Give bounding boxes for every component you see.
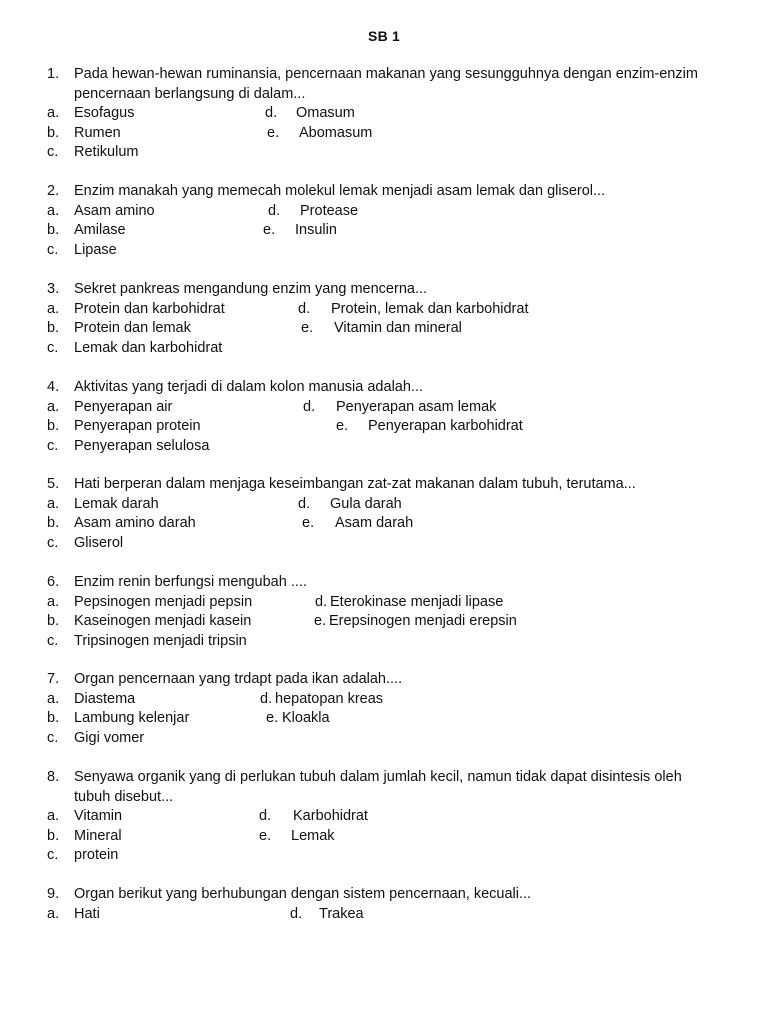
option-letter-c: c.: [47, 534, 59, 551]
option-letter-b: b.: [47, 124, 60, 141]
option-letter-c: c.: [47, 241, 59, 258]
question-text: Pada hewan-hewan ruminansia, pencernaan makanan yang sesungguhnya dengan enzim-enzim: [74, 66, 698, 82]
option-letter-b: b.: [47, 320, 60, 337]
option-a: Esofagus: [74, 105, 135, 122]
option-a: Lemak darah: [74, 495, 159, 512]
option-letter-a: a.: [47, 905, 60, 922]
option-e: Penyerapan karbohidrat: [368, 418, 523, 435]
question-1: [47, 65, 737, 163]
question-number: 8.: [47, 769, 60, 785]
question-number: 7.: [47, 671, 60, 687]
option-letter-c: c.: [47, 144, 59, 161]
option-d: hepatopan kreas: [275, 690, 384, 707]
question-text: Enzim renin berfungsi mengubah ....: [74, 574, 307, 590]
option-a: Asam amino: [74, 202, 155, 219]
option-letter-e: e.: [259, 827, 272, 844]
option-e: Asam darah: [335, 515, 414, 532]
option-letter-b: b.: [47, 710, 60, 727]
question-text: Sekret pankreas mengandung enzim yang mencerna...: [74, 281, 428, 297]
option-letter-d: d.: [315, 593, 328, 610]
option-a: Penyerapan air: [74, 398, 173, 415]
option-letter-e: e.: [267, 124, 280, 141]
option-letter-e: e.: [302, 515, 315, 532]
question-7: [47, 670, 737, 748]
question-text: Aktivitas yang terjadi di dalam kolon manusia adalah...: [74, 379, 423, 395]
option-c: Gliserol: [74, 534, 124, 551]
question-2: [47, 182, 737, 260]
option-d: Gula darah: [330, 495, 402, 512]
option-letter-e: e.: [266, 710, 279, 727]
option-letter-d: d.: [260, 690, 273, 707]
question-8: [47, 768, 737, 866]
question-text-continued: tubuh disebut...: [74, 788, 174, 805]
option-letter-b: b.: [47, 827, 60, 844]
option-c: Retikulum: [74, 144, 139, 161]
question-text: Organ pencernaan yang trdapt pada ikan adalah....: [74, 671, 403, 687]
option-letter-d: d.: [268, 202, 281, 219]
question-number: 6.: [47, 574, 60, 590]
option-a: Hati: [74, 905, 100, 922]
option-d: Penyerapan asam lemak: [336, 398, 497, 415]
question-text-continued: pencernaan berlangsung di dalam...: [74, 85, 306, 102]
option-letter-a: a.: [47, 808, 60, 825]
option-c: Lemak dan karbohidrat: [74, 339, 223, 356]
option-d: Omasum: [296, 105, 355, 122]
question-number: 5.: [47, 476, 60, 492]
option-letter-e: e.: [301, 320, 314, 337]
option-letter-d: d.: [298, 300, 311, 317]
option-letter-d: d.: [303, 398, 316, 415]
option-b: Penyerapan protein: [74, 418, 201, 435]
option-e: Insulin: [295, 222, 337, 239]
option-letter-e: e.: [263, 222, 276, 239]
option-letter-b: b.: [47, 222, 60, 239]
page-title: SB 1: [368, 28, 400, 44]
question-number: 3.: [47, 281, 60, 297]
option-d: Protease: [300, 202, 359, 219]
option-b: Protein dan lemak: [74, 320, 191, 337]
option-a: Diastema: [74, 690, 136, 707]
question-5: [47, 475, 737, 553]
option-letter-a: a.: [47, 202, 60, 219]
option-e: Erepsinogen menjadi erepsin: [329, 613, 517, 630]
option-letter-c: c.: [47, 729, 59, 746]
option-b: Mineral: [74, 827, 122, 844]
option-letter-a: a.: [47, 300, 60, 317]
question-6: [47, 573, 737, 651]
question-number: 9.: [47, 886, 60, 902]
option-b: Rumen: [74, 124, 121, 141]
question-number: 2.: [47, 183, 60, 199]
option-letter-c: c.: [47, 437, 59, 454]
question-number: 4.: [47, 379, 60, 395]
option-letter-b: b.: [47, 515, 60, 532]
option-letter-c: c.: [47, 847, 59, 864]
question-text: Enzim manakah yang memecah molekul lemak menjadi asam lemak dan gliserol...: [74, 183, 606, 199]
option-b: Lambung kelenjar: [74, 710, 190, 727]
option-letter-a: a.: [47, 398, 60, 415]
option-a: Pepsinogen menjadi pepsin: [74, 593, 253, 610]
option-e: Kloakla: [282, 710, 330, 727]
question-text: Hati berperan dalam menjaga keseimbangan zat-zat makanan dalam tubuh, terutama...: [74, 476, 636, 492]
option-c: Tripsinogen menjadi tripsin: [74, 632, 247, 649]
option-letter-b: b.: [47, 418, 60, 435]
option-letter-b: b.: [47, 613, 60, 630]
option-letter-e: e.: [314, 613, 327, 630]
option-c: Penyerapan selulosa: [74, 437, 210, 454]
option-letter-a: a.: [47, 495, 60, 512]
option-d: Trakea: [319, 905, 364, 922]
option-c: Gigi vomer: [74, 729, 145, 746]
option-b: Asam amino darah: [74, 515, 196, 532]
question-number: 1.: [47, 66, 60, 82]
option-letter-c: c.: [47, 339, 59, 356]
option-c: protein: [74, 847, 119, 864]
option-d: Karbohidrat: [293, 808, 368, 825]
option-a: Vitamin: [74, 808, 123, 825]
option-e: Lemak: [291, 827, 335, 844]
option-letter-d: d.: [265, 105, 278, 122]
option-e: Vitamin dan mineral: [334, 320, 462, 337]
question-text: Organ berikut yang berhubungan dengan sistem pencernaan, kecuali...: [74, 886, 532, 902]
option-letter-a: a.: [47, 690, 60, 707]
option-b: Kaseinogen menjadi kasein: [74, 613, 252, 630]
option-e: Abomasum: [299, 124, 373, 141]
option-letter-d: d.: [259, 808, 272, 825]
question-4: [47, 378, 737, 456]
option-a: Protein dan karbohidrat: [74, 300, 225, 317]
option-d: Eterokinase menjadi lipase: [330, 593, 504, 610]
question-text: Senyawa organik yang di perlukan tubuh dalam jumlah kecil, namun tidak dapat disintesis oleh: [74, 769, 682, 785]
option-d: Protein, lemak dan karbohidrat: [331, 300, 529, 317]
option-b: Amilase: [74, 222, 126, 239]
question-9: [47, 885, 737, 924]
option-letter-e: e.: [336, 418, 349, 435]
option-letter-a: a.: [47, 105, 60, 122]
question-3: [47, 280, 737, 358]
option-letter-a: a.: [47, 593, 60, 610]
option-c: Lipase: [74, 241, 117, 258]
option-letter-c: c.: [47, 632, 59, 649]
option-letter-d: d.: [298, 495, 311, 512]
option-letter-d: d.: [290, 905, 303, 922]
